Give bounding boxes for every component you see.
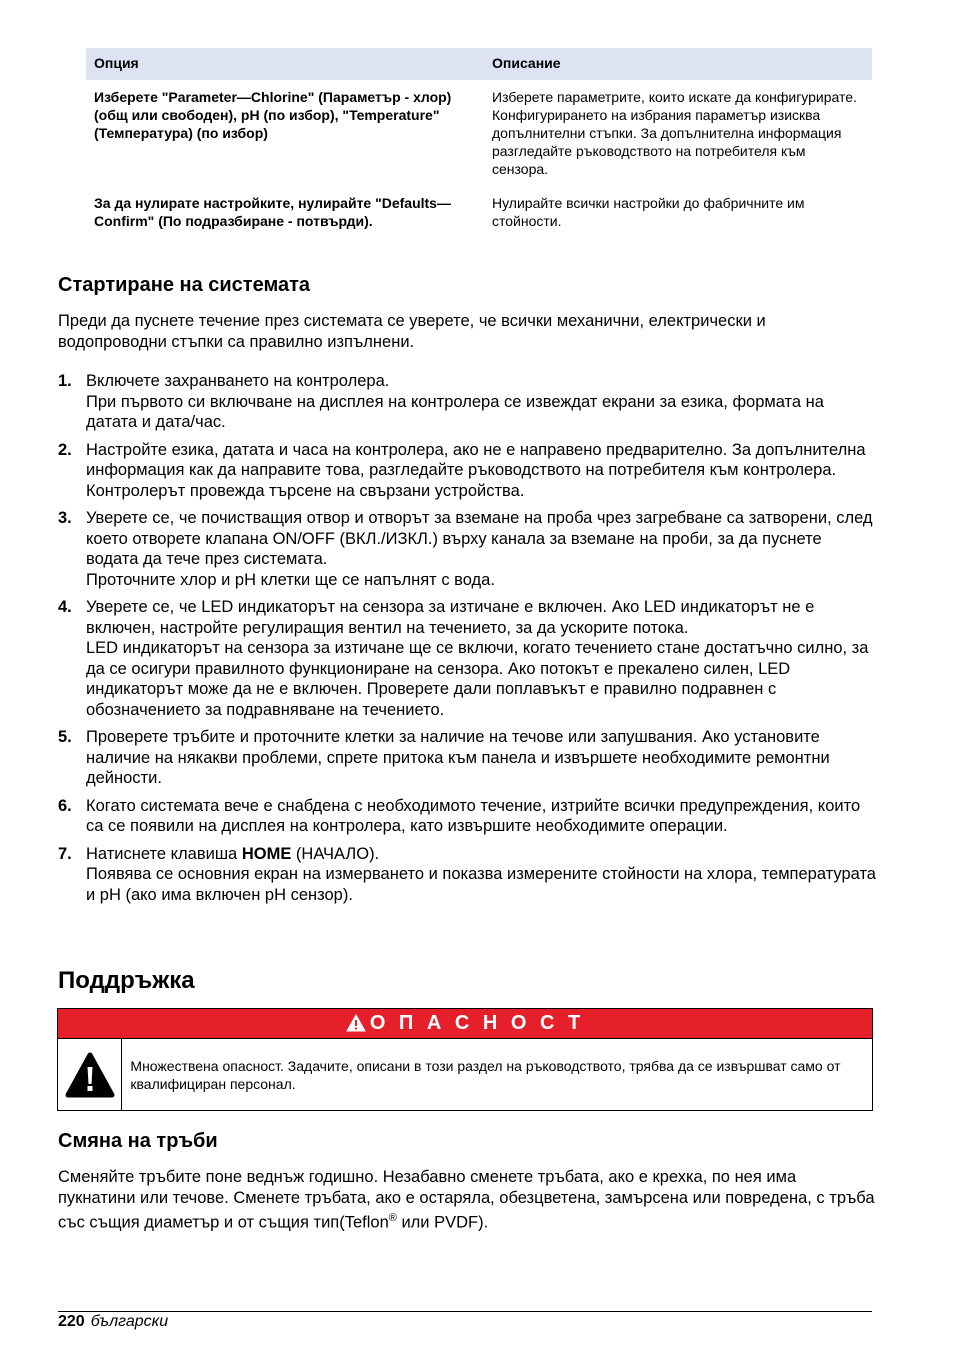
step-action: Проверете тръбите и проточните клетки за наличие на течове или запушвания. Ако установите наличие на някакви проблеми, спрете притока към панела и извършете необходимите ремонтни дейности. — [86, 728, 830, 787]
section-heading-tubes: Смяна на тръби — [58, 1130, 218, 1152]
tubes-text: Сменяйте тръбите поне веднъж годишно. Незабавно сменете тръбата, ако е крехка, по нея има пукнатини или течове. Сменете тръбата, ако е остаряла, обезцветена, замърсена или повредена, с тръба със същия диаметър и от същия тип(Teflon — [58, 1168, 875, 1232]
step-result: LED индикаторът на сензора за изтичане ще се включи, когато течението стане достатъчно силно, за да се осигури правилното функциониране на сензора. Ако потокът е прекалено силен, LED индикаторът може да не е включен. Проверете дали поплавъкът е правилно подравнен с обозначението за подравняване на течението. — [86, 639, 869, 719]
table-row — [86, 80, 872, 192]
step-number: 4. — [58, 598, 72, 616]
registered-mark: ® — [388, 1212, 397, 1224]
step-number: 1. — [58, 372, 72, 390]
list-item — [58, 371, 878, 433]
step-number: 3. — [58, 509, 72, 527]
danger-icon-cell — [58, 1039, 122, 1110]
step-action-suffix: (НАЧАЛО). — [291, 844, 380, 863]
danger-notice — [57, 1008, 873, 1111]
step-action: Уверете се, че почистващия отвор и отворът за вземане на проба чрез загребване са затворени, след което отворете клапана ON/OFF (ВКЛ./ИЗКЛ.) върху канала за вземане на проби, за да пуснете водата да тече през системата. — [86, 509, 873, 568]
list-item — [58, 508, 878, 590]
step-action — [86, 844, 878, 865]
startup-intro: Преди да пуснете течение през системата се уверете, че всички механични, електрически и водопроводни стъпки са правилно изпълнени. — [58, 312, 766, 351]
step-action: Когато системата вече е снабдена с необходимото течение, изтрийте всички предупреждения, които са се появили на дисплея на контролера, като извършите необходимите операции. — [86, 796, 861, 835]
footer — [58, 1312, 168, 1332]
tubes-text-end: или PVDF). — [396, 1213, 489, 1232]
danger-header — [58, 1009, 872, 1039]
step-action: Уверете се, че LED индикаторът на сензора за изтичане е включен. Ако LED индикаторът не е включен, настройте регулиращия вентил на течението, за да ускорите потока. — [86, 598, 815, 637]
step-result: Проточните хлор и pH клетки ще се напълнят с вода. — [86, 570, 495, 589]
table-row — [86, 192, 872, 236]
danger-body — [58, 1039, 872, 1110]
step-action: Настройте езика, датата и часа на контролера, ако не е направено предварително. За допълнителна информация как да направите това, разгледайте ръководството на потребителя към контролера. — [86, 440, 866, 479]
table-cell-description: Изберете параметрите, които искате да конфигурирате. Конфигурирането на избрания параметър изисква допълнителни стъпки. За допълнителна информация разгледайте ръководството на потребителя към сензора. — [492, 89, 857, 177]
step-number: 7. — [58, 844, 72, 863]
step-number: 2. — [58, 440, 72, 459]
list-item — [58, 597, 878, 720]
step-number: 5. — [58, 728, 72, 746]
section-heading-startup: Стартиране на системата — [58, 274, 311, 296]
step-action-prefix: Натиснете клавиша — [86, 844, 242, 863]
table-header-option: Опция — [86, 48, 484, 80]
table-cell-option: За да нулирате настройките, нулирайте "Defaults—Confirm" (По подразбиране - потвърди). — [94, 195, 451, 229]
list-item — [58, 844, 878, 906]
section-heading-maintenance: Поддръжка — [58, 967, 195, 994]
table-cell-description: Нулирайте всички настройки до фабричните им стойности. — [492, 195, 805, 229]
step-result: Контролерът провежда търсене на свързани устройства. — [86, 481, 525, 500]
list-item — [58, 727, 878, 789]
options-table — [86, 48, 872, 236]
home-key-label: HOME — [241, 844, 292, 863]
list-item — [58, 440, 878, 502]
step-action: Включете захранването на контролера. — [86, 372, 390, 390]
list-item — [58, 796, 878, 837]
page-number: 220 — [58, 1313, 85, 1330]
footer-language: български — [90, 1313, 169, 1330]
warning-triangle-icon — [346, 1014, 366, 1032]
step-result: При първото си включване на дисплея на контролера се извеждат екрани за езика, формата на датата и дата/час. — [86, 392, 824, 431]
warning-triangle-icon — [65, 1052, 115, 1098]
step-result: Появява се основния екран на измерването и показва измерените стойности на хлора, температурата и pH (ако има включен pH сензор). — [86, 865, 876, 904]
footer-divider — [58, 1311, 872, 1312]
startup-steps — [58, 371, 878, 912]
danger-text: Множествена опасност. Задачите, описани в този раздел на ръководството, трябва да се извършват само от квалифициран персонал. — [130, 1058, 841, 1092]
table-cell-option: Изберете "Parameter—Chlorine" (Параметър - хлор) (общ или свободен), pH (по избор), "Temperature" (Температура) (по избор) — [94, 89, 452, 141]
tubes-paragraph — [58, 1167, 878, 1233]
step-number: 6. — [58, 796, 72, 815]
danger-label: О П А С Н О С Т — [369, 1012, 585, 1034]
table-header-description: Описание — [484, 48, 872, 80]
